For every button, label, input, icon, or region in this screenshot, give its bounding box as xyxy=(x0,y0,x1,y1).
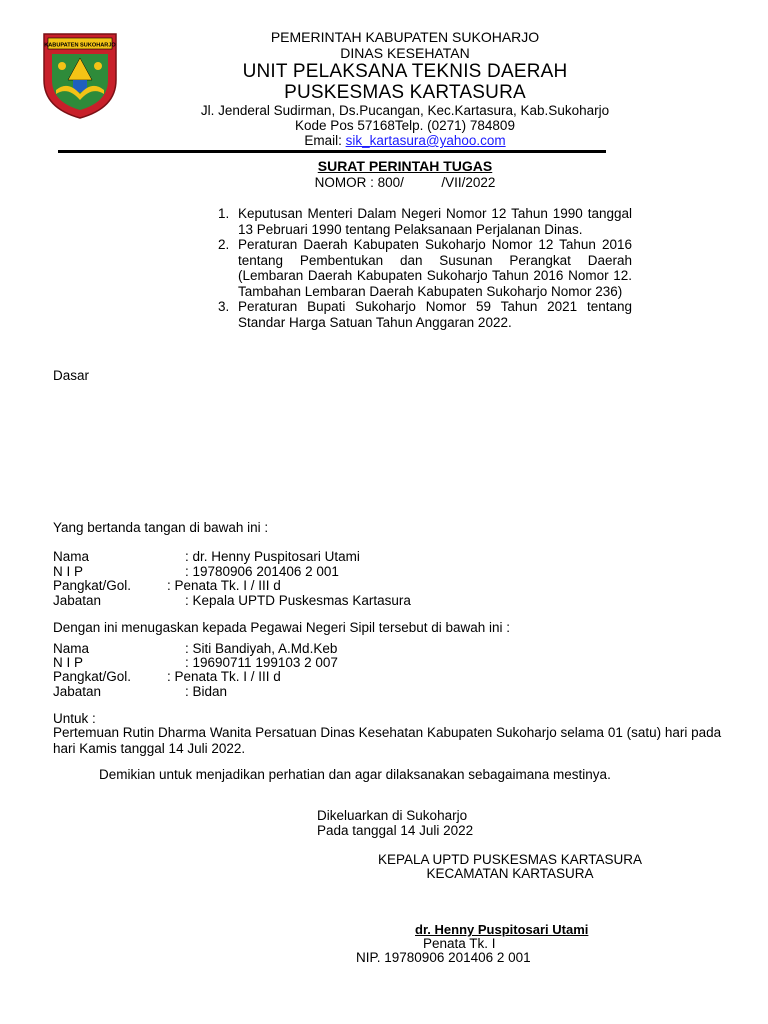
basis-label: Dasar xyxy=(53,368,90,383)
signer-rank-label: Pangkat/Gol. xyxy=(53,578,132,593)
list-item-text: Keputusan Menteri Dalam Negeri Nomor 12 Tahun 1990 tanggal 13 Pebruari 1990 tentang Pelaksanaan Perjalanan Dinas. xyxy=(238,206,632,237)
letterhead-divider xyxy=(58,150,606,153)
list-item-number: 2. xyxy=(218,237,230,252)
assignment-intro: Dengan ini menugaskan kepada Pegawai Negeri Sipil tersebut di bawah ini : xyxy=(53,620,511,635)
department-name: DINAS KESEHATAN xyxy=(340,45,470,61)
signer-position-label: Jabatan xyxy=(53,593,102,608)
assignee-nip-value: : 19690711 199103 2 007 xyxy=(185,655,338,670)
signatory-nip: NIP. 19780906 201406 2 001 xyxy=(356,950,531,965)
signer-name-label: Nama xyxy=(53,549,90,564)
signatory-name: dr. Henny Puspitosari Utami xyxy=(415,922,589,937)
assignee-name-value: : Siti Bandiyah, A.Md.Keb xyxy=(185,641,338,656)
document-title: SURAT PERINTAH TUGAS xyxy=(317,158,493,174)
assignee-position-value: : Bidan xyxy=(185,684,228,699)
list-item xyxy=(218,299,632,330)
document-number: NOMOR : 800/ /VII/2022 xyxy=(314,175,496,190)
list-item-number: 1. xyxy=(218,206,230,221)
signer-name-value: : dr. Henny Puspitosari Utami xyxy=(185,549,360,564)
purpose-label: Untuk : xyxy=(53,711,96,726)
signatory-position: KEPALA UPTD PUSKESMAS KARTASURA xyxy=(377,852,643,867)
postal-phone-line: Kode Pos 57168Telp. (0271) 784809 xyxy=(295,118,515,133)
list-item-text: Peraturan Daerah Kabupaten Sukoharjo Nomor 12 Tahun 2016 tentang Pembentukan dan Susunan Perangkat Daerah (Lembaran Daerah Kabupaten Sukoharjo Tahun 2016 Nomor 12. Tambahan Lembaran Daerah Kabupaten Sukoharjo Nomor 236) xyxy=(238,237,632,299)
issued-place: Dikeluarkan di Sukoharjo xyxy=(317,808,468,823)
email-label: Email: xyxy=(304,133,346,148)
legal-basis-list xyxy=(218,206,632,330)
closing-statement: Demikian untuk menjadikan perhatian dan agar dilaksanakan sebagaimana mestinya. xyxy=(99,767,611,782)
government-name: PEMERINTAH KABUPATEN SUKOHARJO xyxy=(270,29,540,45)
address-line: Jl. Jenderal Sudirman, Ds.Pucangan, Kec.Kartasura, Kab.Sukoharjo xyxy=(200,103,610,118)
signer-position-value: : Kepala UPTD Puskesmas Kartasura xyxy=(185,593,411,608)
assignee-position-label: Jabatan xyxy=(53,684,102,699)
list-item-text: Peraturan Bupati Sukoharjo Nomor 59 Tahun 2021 tentang Standar Harga Satuan Tahun Anggaran 2022. xyxy=(238,299,632,330)
sukoharjo-regency-emblem xyxy=(40,28,120,120)
assignee-rank-value: : Penata Tk. I / III d xyxy=(167,669,281,684)
unit-name: UNIT PELAKSANA TEKNIS DAERAH xyxy=(242,61,568,82)
signer-nip-label: N I P xyxy=(53,564,84,579)
email-line xyxy=(150,133,660,148)
signer-nip-value: : 19780906 201406 2 001 xyxy=(185,564,339,579)
assignee-nip-label: N I P xyxy=(53,655,84,670)
signatory-district: KECAMATAN KARTASURA xyxy=(426,866,594,881)
assignee-rank-label: Pangkat/Gol. xyxy=(53,669,132,684)
signatory-rank: Penata Tk. I xyxy=(423,936,496,951)
puskesmas-name: PUSKESMAS KARTASURA xyxy=(284,82,526,103)
list-item xyxy=(218,206,632,237)
signer-rank-value: : Penata Tk. I / III d xyxy=(167,578,281,593)
list-item xyxy=(218,237,632,299)
emblem-text: KABUPATEN SUKOHARJO xyxy=(44,42,116,49)
email-link[interactable]: sik_kartasura@yahoo.com xyxy=(345,133,506,148)
purpose-text: Pertemuan Rutin Dharma Wanita Persatuan Dinas Kesehatan Kabupaten Sukoharjo selama 01 (satu) hari pada hari Kamis tanggal 14 Juli 2022. xyxy=(53,725,722,756)
signer-intro: Yang bertanda tangan di bawah ini : xyxy=(53,520,269,535)
assignee-name-label: Nama xyxy=(53,641,90,656)
list-item-number: 3. xyxy=(218,299,230,314)
issued-date: Pada tanggal 14 Juli 2022 xyxy=(317,823,474,838)
